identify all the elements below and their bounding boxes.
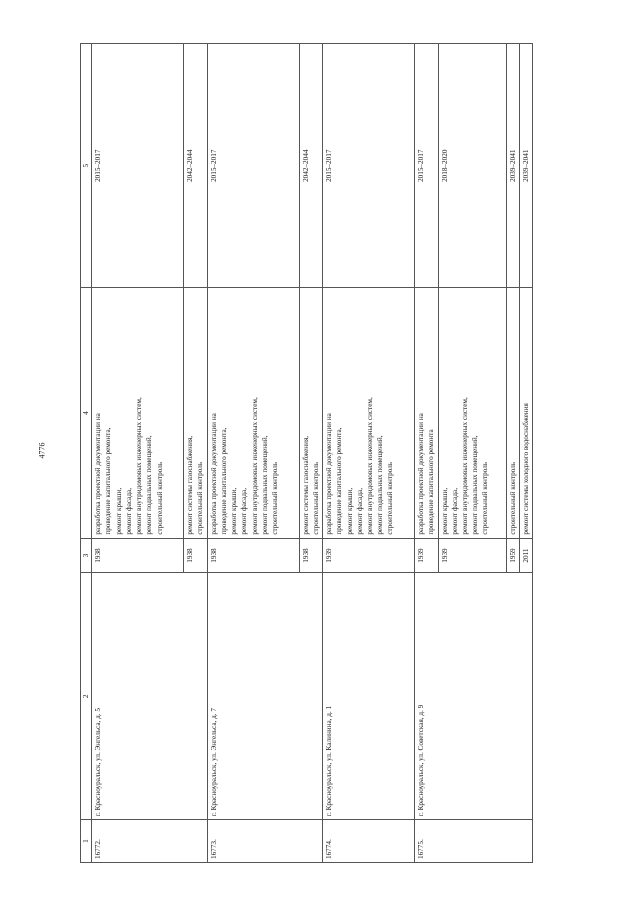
row-period: 2042–2044 xyxy=(299,44,322,288)
rotated-table-sheet xyxy=(80,43,532,863)
row-year: 1938 xyxy=(299,538,322,573)
row-id: 16774. xyxy=(323,820,415,863)
header-col-2: 2 xyxy=(81,573,92,820)
row-year: 1939 xyxy=(323,538,415,573)
row-period: 2042–2044 xyxy=(184,44,207,288)
row-period: 2015–2017 xyxy=(323,44,415,288)
row-work: разработка проектной документации на проведение капитального ремонта, ремонт крыши, ремонт фасада, ремонт внутридомовых инженерных систем, ремонт подвальных помещений, строительный контроль xyxy=(207,288,299,538)
row-id: 16773. xyxy=(207,820,322,863)
row-year: 1938 xyxy=(92,538,184,573)
header-col-1: 1 xyxy=(81,820,92,863)
row-address: г. Красноуральск, ул. Энгельса, д. 7 xyxy=(207,573,322,820)
row-work: ремонт системы газоснабжения, строительный контроль xyxy=(299,288,322,538)
row-period: 2039–2041 xyxy=(519,44,532,288)
page-number: 4776 xyxy=(37,442,47,459)
row-period: 2015–2017 xyxy=(207,44,299,288)
row-work: ремонт системы холодного водоснабжения xyxy=(519,288,532,538)
header-col-3: 3 xyxy=(81,538,92,573)
header-col-5: 5 xyxy=(81,44,92,288)
row-work: разработка проектной документации на проведение капитального ремонта xyxy=(415,288,438,538)
row-period: 2015–2017 xyxy=(92,44,184,288)
row-year: 1938 xyxy=(184,538,207,573)
row-period: 2015–2017 xyxy=(415,44,438,288)
row-id: 16775. xyxy=(415,820,533,863)
row-work: строительный контроль xyxy=(506,288,519,538)
row-address: г. Красноуральск, ул. Калинина, д. 1 xyxy=(323,573,415,820)
table-row xyxy=(92,44,184,863)
row-year: 1939 xyxy=(415,538,438,573)
row-period: 2018–2020 xyxy=(438,44,506,288)
row-work: разработка проектной документации на проведение капитального ремонта, ремонт крыши, ремонт фасада, ремонт внутридомовых инженерных систем, ремонт подвальных помещений, строительный контроль xyxy=(323,288,415,538)
repair-schedule-table xyxy=(80,43,533,863)
table-row xyxy=(323,44,415,863)
row-work: разработка проектной документации на проведение капитального ремонта, ремонт крыши, ремонт фасада, ремонт внутридомовых инженерных систем, ремонт подвальных помещений, строительный контроль xyxy=(92,288,184,538)
row-period: 2039–2041 xyxy=(506,44,519,288)
header-col-4: 4 xyxy=(81,288,92,538)
row-year: 1938 xyxy=(207,538,299,573)
table-row xyxy=(415,44,438,863)
header-row xyxy=(81,44,92,863)
row-id: 16772. xyxy=(92,820,207,863)
row-year: 2011 xyxy=(519,538,532,573)
row-work: ремонт системы газоснабжения, строительный контроль xyxy=(184,288,207,538)
row-address: г. Красноуральск, ул. Советская, д. 9 xyxy=(415,573,533,820)
row-year: 1939 xyxy=(438,538,506,573)
row-work: ремонт крыши, ремонт фасада, ремонт внутридомовых инженерных систем, ремонт подвальных помещений, строительный контроль xyxy=(438,288,506,538)
row-address: г. Красноуральск, ул. Энгельса, д. 5 xyxy=(92,573,207,820)
row-year: 1959 xyxy=(506,538,519,573)
table-row xyxy=(207,44,299,863)
